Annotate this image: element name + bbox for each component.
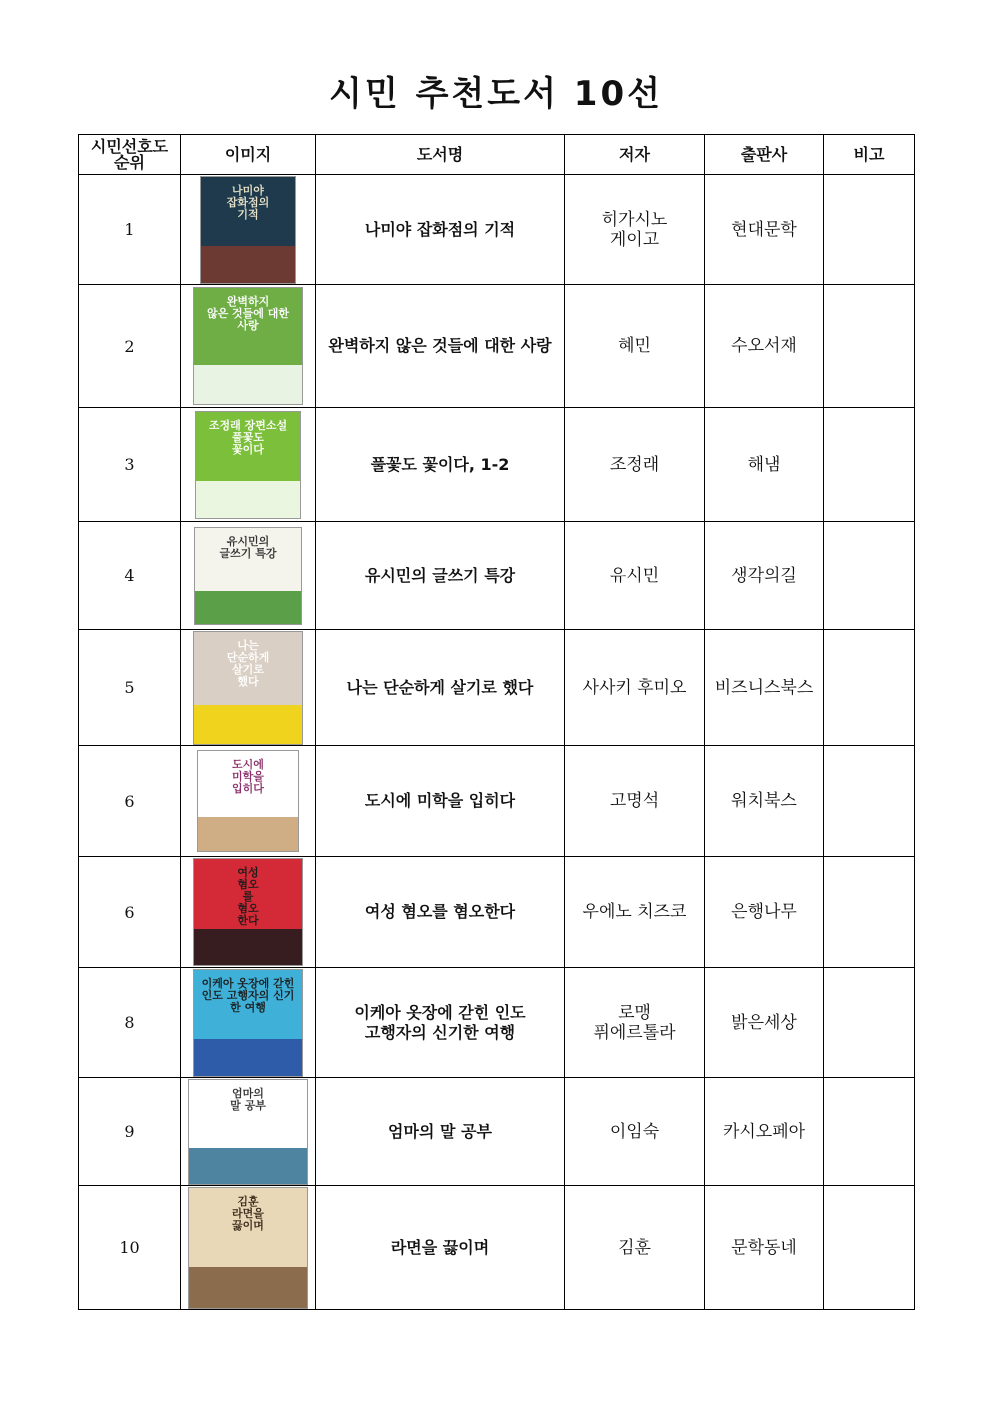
publisher-cell: 밝은세상 <box>705 968 824 1078</box>
header-author: 저자 <box>565 135 705 175</box>
cover-title-text: 유시민의 글쓰기 특강 <box>219 534 277 560</box>
book-table <box>78 134 915 1310</box>
cover-cell <box>181 285 316 408</box>
publisher-cell: 생각의길 <box>705 522 824 630</box>
note-cell <box>824 630 915 746</box>
page-title: 시민 추천도서 10선 <box>329 74 663 114</box>
book-cover-image <box>195 528 301 624</box>
cover-title-text: 도시에 미학을 입히다 <box>232 758 264 796</box>
cover-accent <box>194 1039 302 1075</box>
note-cell <box>824 968 915 1078</box>
rank-cell: 10 <box>79 1186 181 1310</box>
cover-accent <box>189 1148 307 1183</box>
book-title-cell <box>316 746 565 857</box>
cover-accent <box>189 1267 307 1308</box>
author-cell <box>565 746 705 857</box>
cover-cell <box>181 968 316 1078</box>
cover-accent <box>196 481 300 517</box>
cover-title-text: 나미야 잡화점의 기적 <box>226 183 270 221</box>
cover-cell <box>181 857 316 968</box>
publisher-cell: 수오서재 <box>705 285 824 408</box>
cover-accent <box>194 365 302 404</box>
rank-cell: 2 <box>79 285 181 408</box>
book-title-cell <box>316 857 565 968</box>
book-cover-image <box>201 177 295 283</box>
cover-accent <box>198 817 298 851</box>
author-name: 우에노 치즈코 <box>582 902 687 922</box>
book-title-cell <box>316 630 565 746</box>
rank-cell: 3 <box>79 408 181 522</box>
publisher-cell: 문학동네 <box>705 1186 824 1310</box>
cover-accent <box>201 246 295 282</box>
table-row <box>79 522 915 630</box>
book-title-cell <box>316 408 565 522</box>
header-publisher: 출판사 <box>705 135 824 175</box>
cover-cell <box>181 175 316 285</box>
rank-cell: 8 <box>79 968 181 1078</box>
publisher-cell: 워치북스 <box>705 746 824 857</box>
author-name: 고명석 <box>609 791 660 811</box>
author-cell <box>565 1078 705 1186</box>
note-cell <box>824 522 915 630</box>
author-cell <box>565 968 705 1078</box>
note-cell <box>824 857 915 968</box>
rank-cell: 1 <box>79 175 181 285</box>
note-cell <box>824 1186 915 1310</box>
note-cell <box>824 1078 915 1186</box>
note-cell <box>824 408 915 522</box>
rank-cell: 4 <box>79 522 181 630</box>
cover-title-text: 엄마의 말 공부 <box>230 1086 266 1112</box>
author-cell <box>565 285 705 408</box>
publisher-cell: 해냄 <box>705 408 824 522</box>
table-row <box>79 630 915 746</box>
publisher-cell: 카시오페아 <box>705 1078 824 1186</box>
rank-cell: 5 <box>79 630 181 746</box>
cover-cell <box>181 746 316 857</box>
cover-title-text: 완벽하지 않은 것들에 대한 사랑 <box>206 295 290 333</box>
cover-title-text: 조정래 장편소설 풀꽃도 꽃이다 <box>208 418 288 456</box>
table-row <box>79 857 915 968</box>
author-name: 히가시노 게이고 <box>601 209 668 250</box>
book-cover-image <box>194 859 302 965</box>
book-title-cell <box>316 522 565 630</box>
book-title: 여성 혐오를 혐오한다 <box>364 902 516 921</box>
header-rank <box>79 135 181 175</box>
book-title-cell <box>316 285 565 408</box>
book-title-cell <box>316 1078 565 1186</box>
table-row <box>79 1186 915 1310</box>
book-title: 유시민의 글쓰기 특강 <box>364 565 516 585</box>
book-title: 완벽하지 않은 것들에 대한 사랑 <box>328 336 552 355</box>
book-cover-image <box>194 970 302 1076</box>
cover-accent <box>194 929 302 965</box>
book-cover-image <box>194 288 302 404</box>
note-cell <box>824 285 915 408</box>
cover-accent <box>195 591 301 624</box>
cover-title-text: 이케아 옷장에 갇힌 인도 고행자의 신기한 여행 <box>201 976 295 1014</box>
note-cell <box>824 746 915 857</box>
book-title: 라면을 끓이며 <box>390 1237 490 1257</box>
book-cover-image <box>198 751 298 851</box>
author-cell <box>565 857 705 968</box>
author-name: 혜민 <box>618 336 651 356</box>
cover-cell <box>181 408 316 522</box>
author-cell <box>565 630 705 746</box>
publisher-cell: 비즈니스북스 <box>705 630 824 746</box>
rank-cell: 9 <box>79 1078 181 1186</box>
author-name: 사사키 후미오 <box>582 677 687 698</box>
author-cell <box>565 522 705 630</box>
author-name: 로맹 퓌에르톨라 <box>593 1002 676 1043</box>
table-header-row <box>79 135 915 175</box>
table-row <box>79 968 915 1078</box>
book-title-cell <box>316 1186 565 1310</box>
book-cover-image <box>189 1188 307 1308</box>
cover-cell <box>181 522 316 630</box>
author-cell <box>565 175 705 285</box>
author-cell <box>565 408 705 522</box>
rank-cell: 6 <box>79 857 181 968</box>
header-image: 이미지 <box>181 135 316 175</box>
book-title: 풀꽃도 꽃이다, 1-2 <box>370 454 510 474</box>
publisher-cell: 은행나무 <box>705 857 824 968</box>
cover-title-text: 김훈 라면을 끓이며 <box>232 1194 264 1232</box>
author-cell <box>565 1186 705 1310</box>
book-title-cell <box>316 968 565 1078</box>
book-cover-image <box>194 632 302 744</box>
header-note: 비고 <box>824 135 915 175</box>
rank-cell: 6 <box>79 746 181 857</box>
book-title: 엄마의 말 공부 <box>388 1121 492 1141</box>
table-row <box>79 285 915 408</box>
header-title: 도서명 <box>316 135 565 175</box>
book-cover-image <box>196 412 300 518</box>
table-row <box>79 408 915 522</box>
author-name: 유시민 <box>609 565 660 586</box>
book-cover-image <box>189 1080 307 1184</box>
cover-cell <box>181 1186 316 1310</box>
author-name: 이임숙 <box>609 1121 660 1142</box>
publisher-cell: 현대문학 <box>705 175 824 285</box>
book-title-cell <box>316 175 565 285</box>
table-row <box>79 1078 915 1186</box>
cover-title-text: 여성 혐오 를 혐오 한다 <box>237 866 259 928</box>
cover-cell <box>181 630 316 746</box>
book-title: 도시에 미학을 입히다 <box>364 791 516 810</box>
author-name: 조정래 <box>609 454 660 475</box>
note-cell <box>824 175 915 285</box>
table-row <box>79 175 915 285</box>
book-title: 나는 단순하게 살기로 했다 <box>346 677 534 697</box>
author-name: 김훈 <box>618 1237 651 1258</box>
book-title: 나미야 잡화점의 기적 <box>364 219 516 239</box>
table-row <box>79 746 915 857</box>
cover-accent <box>194 705 302 743</box>
cover-cell <box>181 1078 316 1186</box>
cover-title-text: 나는 단순하게 살기로 했다 <box>226 638 270 688</box>
book-title: 이케아 옷장에 갇힌 인도 고행자의 신기한 여행 <box>354 1002 526 1042</box>
header-rank-label: 시민선호도 순위 <box>90 136 169 172</box>
